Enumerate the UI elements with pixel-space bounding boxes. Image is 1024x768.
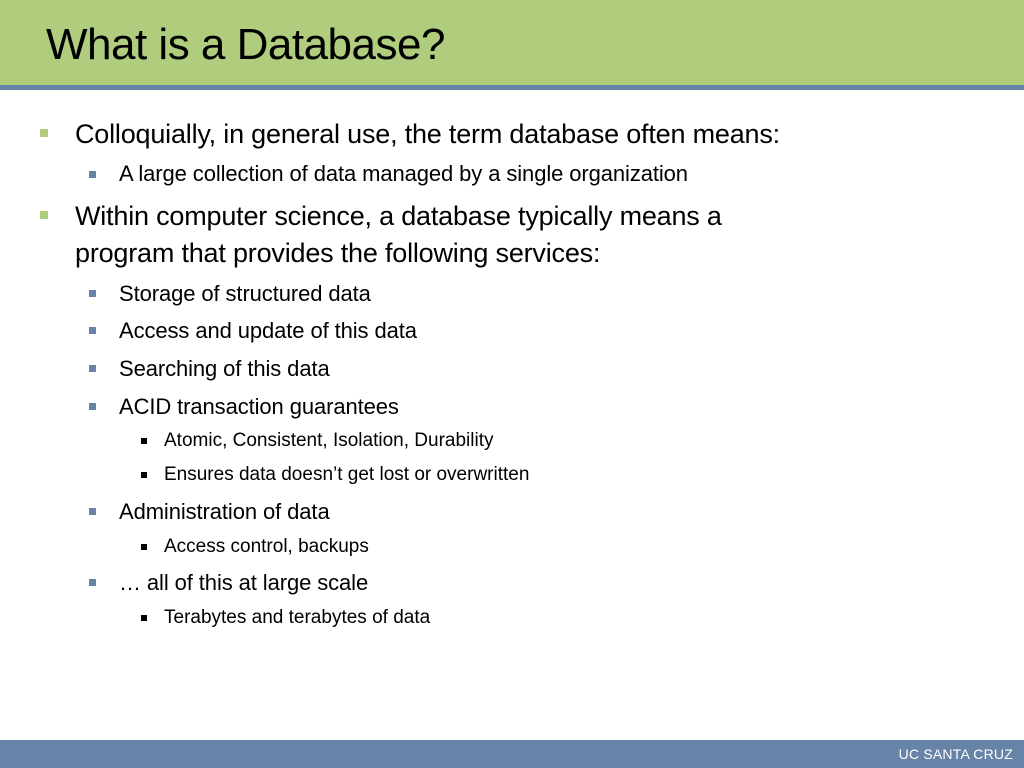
bullet-text: Storage of structured data (119, 281, 371, 306)
bullet-text: Administration of data (119, 499, 330, 524)
footer-label: UC SANTA CRUZ (898, 746, 1013, 762)
bullet-text: program that provides the following services: (75, 238, 601, 268)
square-bullet-icon (89, 290, 96, 297)
square-bullet-icon (40, 211, 48, 219)
bullet-text: Colloquially, in general use, the term database often means: (75, 119, 780, 149)
bullet-text: … all of this at large scale (119, 570, 369, 595)
footer-bar (0, 740, 1024, 768)
bullet-text: Ensures data doesn’t get lost or overwritten (164, 464, 530, 485)
square-bullet-icon (89, 508, 96, 515)
bullet-text: Terabytes and terabytes of data (164, 607, 431, 628)
square-bullet-icon (141, 438, 147, 444)
square-bullet-icon (141, 472, 147, 478)
bullet-text: Access and update of this data (119, 318, 417, 343)
slide-title: What is a Database? (46, 20, 445, 69)
square-bullet-icon (89, 579, 96, 586)
bullet-text: Atomic, Consistent, Isolation, Durability (164, 430, 494, 451)
square-bullet-icon (40, 129, 48, 137)
bullet-text: Access control, backups (164, 536, 369, 557)
square-bullet-icon (89, 365, 96, 372)
bullet-text: Searching of this data (119, 356, 330, 381)
square-bullet-icon (89, 327, 96, 334)
square-bullet-icon (89, 171, 96, 178)
square-bullet-icon (141, 615, 147, 621)
bullet-text: Within computer science, a database typically means a (75, 201, 722, 231)
bullet-text: ACID transaction guarantees (119, 394, 399, 419)
bullet-text: A large collection of data managed by a single organization (119, 161, 688, 186)
square-bullet-icon (89, 403, 96, 410)
square-bullet-icon (141, 544, 147, 550)
